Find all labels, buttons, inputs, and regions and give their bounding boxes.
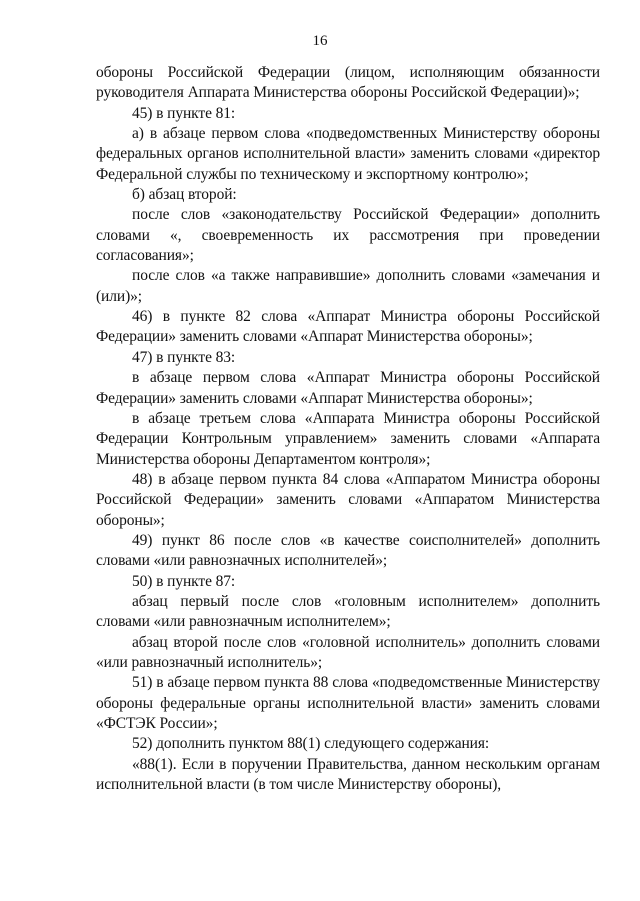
paragraph: абзац первый после слов «головным исполнителем» дополнить словами «или равнозначным исполнителем»; bbox=[96, 592, 600, 631]
paragraph: а) в абзаце первом слова «подведомственных Министерству обороны федеральных органов исполнительной власти» заменить словами «директор Федеральной службы по техническому и экспортному контролю»; bbox=[96, 125, 600, 183]
paragraph: 45) в пункте 81: bbox=[132, 104, 236, 122]
page-number: 16 bbox=[312, 33, 328, 49]
paragraph: 49) пункт 86 после слов «в качестве соисполнителей» дополнить словами «или равнозначных исполнителей»; bbox=[96, 531, 600, 570]
paragraph: обороны Российской Федерации (лицом, исполняющим обязанности руководителя Аппарата Министерства обороны Российской Федерации)»; bbox=[96, 64, 600, 102]
paragraph: после слов «а также направившие» дополнить словами «замечания и (или)»; bbox=[96, 267, 600, 305]
paragraph: 51) в абзаце первом пункта 88 слова «подведомственные Министерству обороны федеральные органы исполнительной власти» заменить словами «ФСТЭК России»; bbox=[96, 674, 600, 732]
paragraph: «88(1). Если в поручении Правительства, данном нескольким органам исполнительной власти (в том числе Министерству обороны), bbox=[96, 755, 600, 794]
paragraph: абзац второй после слов «головной исполнитель» дополнить словами «или равнозначный исполнитель»; bbox=[96, 633, 600, 671]
paragraph: в абзаце третьем слова «Аппарата Министра обороны Российской Федерации Контрольным управлением» заменить словами «Аппарата Министерства обороны Департаментом контроля»; bbox=[96, 409, 600, 468]
paragraph: после слов «законодательству Российской Федерации» дополнить словами «, своевременность их рассмотрения при проведении согласования»; bbox=[96, 206, 600, 265]
paragraph: б) абзац второй: bbox=[132, 186, 237, 204]
paragraph: 52) дополнить пунктом 88(1) следующего содержания: bbox=[132, 735, 490, 753]
paragraph: 50) в пункте 87: bbox=[132, 572, 236, 590]
paragraph: в абзаце первом слова «Аппарат Министра обороны Российской Федерации» заменить словами «Аппарат Министерства обороны»; bbox=[96, 369, 600, 407]
paragraph: 46) в пункте 82 слова «Аппарат Министра обороны Российской Федерации» заменить словами «Аппарат Министерства обороны»; bbox=[96, 308, 600, 346]
paragraph: 48) в абзаце первом пункта 84 слова «Аппаратом Министра обороны Российской Федерации» заменить словами «Аппаратом Министерства обороны»; bbox=[96, 470, 600, 529]
document-body bbox=[96, 63, 600, 795]
paragraph: 47) в пункте 83: bbox=[132, 348, 236, 366]
